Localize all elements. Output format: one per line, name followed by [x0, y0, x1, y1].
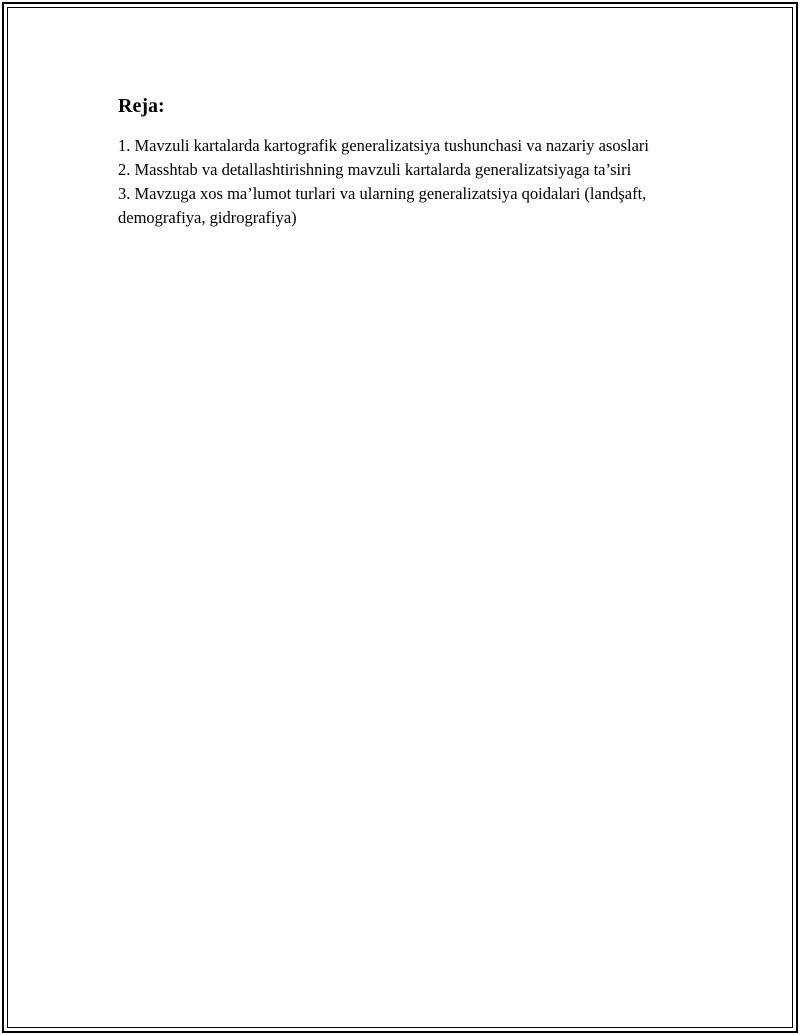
- plan-item-3: 3. Mavzuga xos ma’lumot turlari va ularning generalizatsiya qoidalari (landşaft, demografiya, gidrografiya): [118, 184, 647, 227]
- plan-heading: Reja:: [118, 95, 165, 117]
- plan-item-2: 2. Masshtab va detallashtirishning mavzuli kartalarda generalizatsiyaga ta’siri: [118, 160, 632, 179]
- plan-list: [118, 134, 678, 230]
- plan-item-1: 1. Mavzuli kartalarda kartografik generalizatsiya tushunchasi va nazariy asoslari: [118, 136, 649, 155]
- document-body: [118, 94, 678, 230]
